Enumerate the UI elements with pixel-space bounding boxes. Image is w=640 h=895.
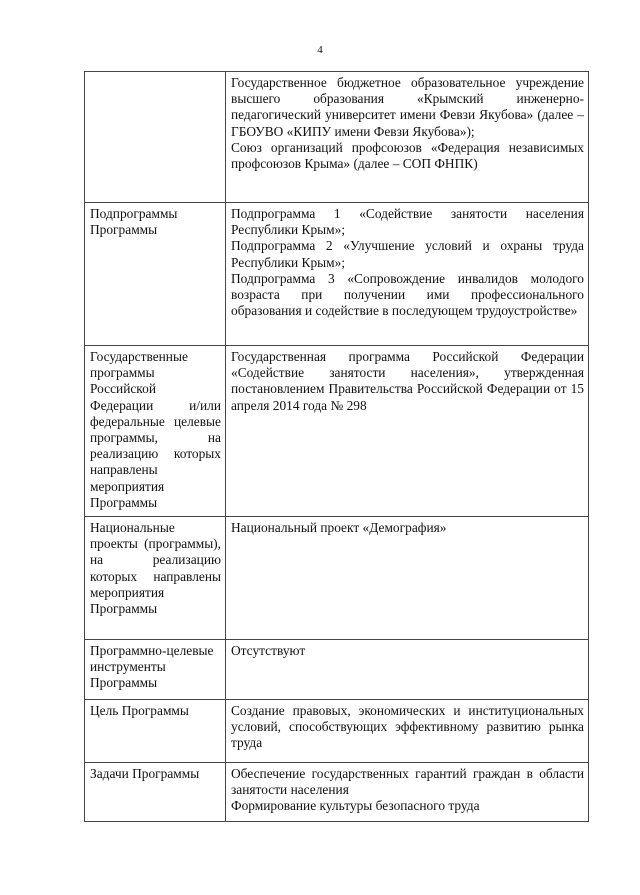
row-label-cell bbox=[85, 763, 226, 822]
row-label-cell bbox=[85, 700, 226, 763]
program-passport-table bbox=[84, 71, 589, 822]
row-paragraph: Подпрограмма 2 «Улучшение условий и охраны труда Республики Крым»; bbox=[231, 238, 584, 270]
row-paragraph: Обеспечение государственных гарантий граждан в области занятости населения bbox=[231, 766, 584, 798]
row-paragraph: Национальный проект «Демография» bbox=[231, 520, 447, 535]
row-value-cell bbox=[226, 203, 589, 346]
table-row bbox=[85, 640, 589, 700]
row-label: Национальные проекты (программы), на реализацию которых направлены мероприятия Программы bbox=[90, 520, 221, 617]
table-row bbox=[85, 763, 589, 822]
row-paragraph: Государственная программа Российской Федерации «Содействие занятости населения», утвержденная постановлением Правительства Российской Федерации от 15 апреля 2014 года № 298 bbox=[231, 349, 584, 413]
row-label: Государственные программы Российской Федерации и/или федеральные целевые программы, на реализацию которых направлены мероприятия Программы bbox=[90, 349, 221, 510]
row-value-cell bbox=[226, 763, 589, 822]
row-value-cell bbox=[226, 346, 589, 517]
row-paragraph: Подпрограмма 3 «Сопровождение инвалидов молодого возраста при получении ими профессионального образования и содействие в последующем трудоустройстве» bbox=[231, 270, 584, 319]
row-label-cell bbox=[85, 203, 226, 346]
row-paragraph: Формирование культуры безопасного труда bbox=[231, 798, 480, 814]
table-row bbox=[85, 700, 589, 763]
row-label: Программно-целевые инструменты Программы bbox=[90, 643, 214, 691]
row-value-cell bbox=[226, 517, 589, 640]
row-label: Задачи Программы bbox=[90, 766, 200, 781]
row-label: Подпрограммы Программы bbox=[90, 206, 178, 238]
table-row bbox=[85, 203, 589, 346]
table-row bbox=[85, 517, 589, 640]
row-paragraph: Подпрограмма 1 «Содействие занятости населения Республики Крым»; bbox=[231, 206, 584, 238]
row-paragraph: Государственное бюджетное образовательное учреждение высшего образования «Крымский инженерно-педагогический университет имени Февзи Якубова» (далее – ГБОУВО «КИПУ имени Февзи Якубова»); bbox=[231, 75, 584, 139]
row-value-cell bbox=[226, 640, 589, 700]
row-label-cell bbox=[85, 72, 226, 203]
row-label-cell bbox=[85, 346, 226, 517]
table-row bbox=[85, 346, 589, 517]
row-paragraph: Отсутствуют bbox=[231, 643, 306, 658]
row-paragraph: Создание правовых, экономических и институциональных условий, способствующих эффективному развитию рынка труда bbox=[231, 703, 584, 751]
row-label: Цель Программы bbox=[90, 703, 189, 718]
row-paragraph: Союз организаций профсоюзов «Федерация независимых профсоюзов Крыма» (далее – СОП ФНПК) bbox=[231, 139, 584, 172]
page-number: 4 bbox=[317, 44, 323, 56]
row-value-cell bbox=[226, 700, 589, 763]
table-row bbox=[85, 72, 589, 203]
row-label-cell bbox=[85, 517, 226, 640]
row-label-cell bbox=[85, 640, 226, 700]
row-value-cell bbox=[226, 72, 589, 203]
